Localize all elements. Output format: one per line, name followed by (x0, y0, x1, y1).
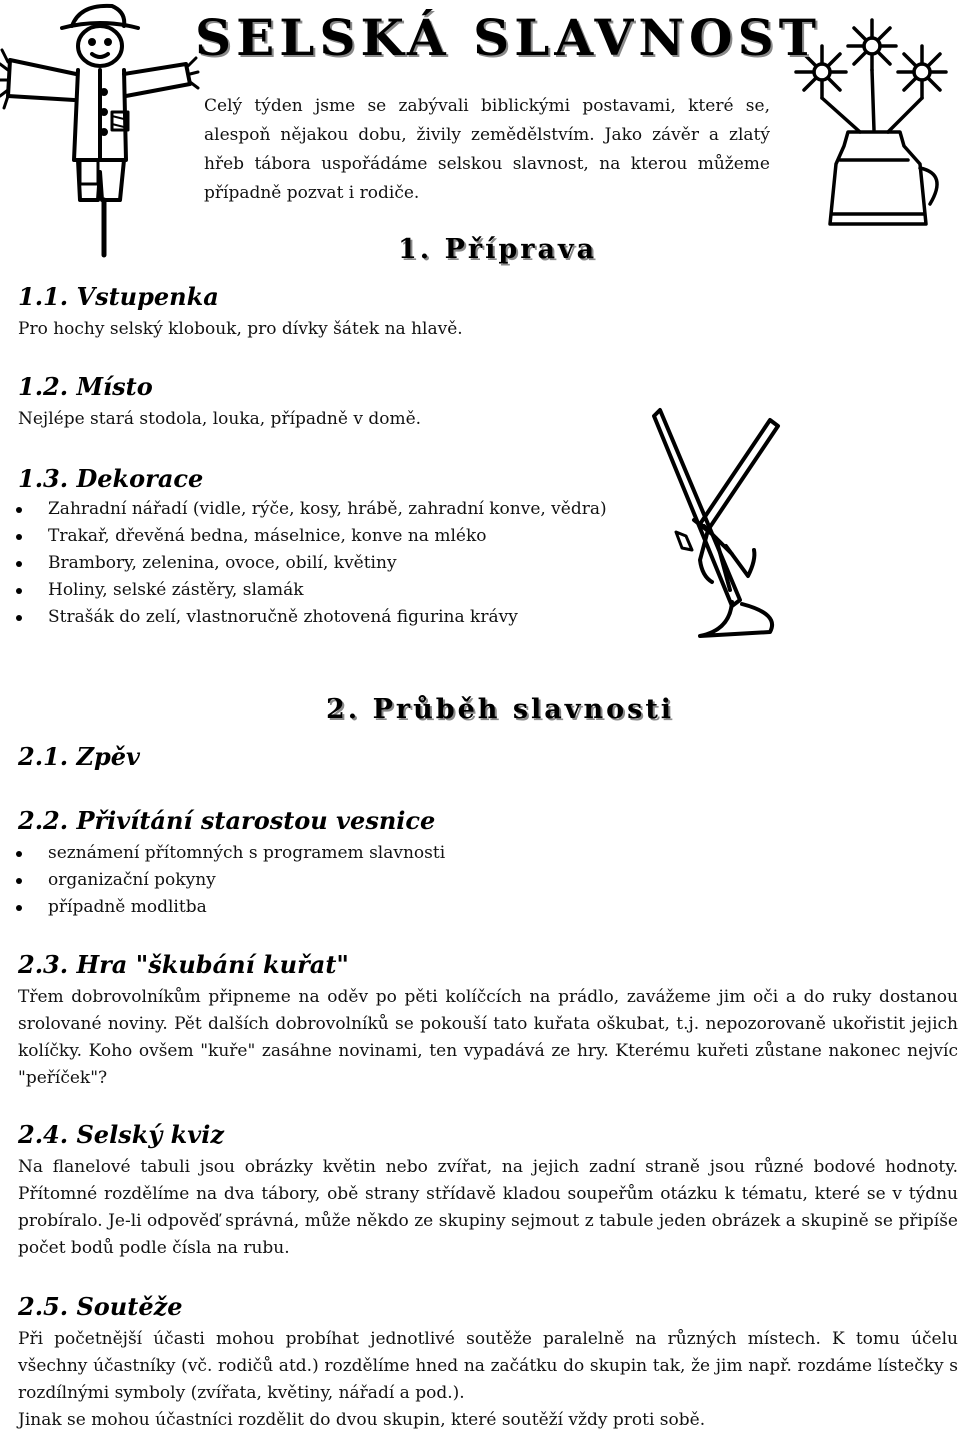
section-heading-prubeh: 2. Průběh slavnosti (326, 694, 675, 725)
page-title: SELSKÁ SLAVNOST (195, 8, 821, 67)
list-item: Trakař, dřevěná bedna, máselnice, konve na mléko (0, 523, 660, 550)
misto-text: Nejlépe stará stodola, louka, případně v domě. (18, 409, 422, 429)
scarecrow-illustration (0, 0, 200, 265)
subheading-hra: 2.3. Hra "škubání kuřat" (18, 950, 349, 979)
privitani-list (0, 840, 700, 921)
subheading-privitani: 2.2. Přivítání starostou vesnice (18, 806, 436, 835)
list-item: Zahradní nářadí (vidle, rýče, kosy, hrábě, zahradní konve, vědra) (0, 496, 660, 523)
list-item: Brambory, zelenina, ovoce, obilí, květiny (0, 550, 660, 577)
subheading-dekorace: 1.3. Dekorace (18, 464, 204, 493)
subheading-kviz: 2.4. Selský kviz (18, 1120, 224, 1149)
souteze-text-2: Jinak se mohou účastníci rozdělit do dvou skupin, které soutěží vždy proti sobě. (18, 1410, 706, 1430)
list-item: případně modlitba (0, 894, 700, 921)
dekorace-list (0, 496, 660, 631)
subheading-misto: 1.2. Místo (18, 372, 153, 401)
intro-paragraph: Celý týden jsme se zabývali biblickými postavami, které se, alespoň nějakou dobu, živily zemědělstvím. Jako závěr a zlatý hřeb tábora uspořádáme selskou slavnost, na kterou můžeme případně pozvat i rodiče. (204, 96, 770, 203)
list-item: Holiny, selské zástěry, slamák (0, 577, 660, 604)
subheading-souteze: 2.5. Soutěže (18, 1292, 183, 1321)
list-item: Strašák do zelí, vlastnoručně zhotovená figurina krávy (0, 604, 660, 631)
subheading-vstupenka: 1.1. Vstupenka (18, 282, 219, 311)
vstupenka-text: Pro hochy selský klobouk, pro dívky šátek na hlavě. (18, 319, 463, 339)
section-heading-priprava: 1. Příprava (398, 234, 598, 265)
list-item: organizační pokyny (0, 867, 700, 894)
kviz-text: Na flanelové tabuli jsou obrázky květin nebo zvířat, na jejich zadní straně jsou různé bodové hodnoty. Přítomné rozdělíme na dva tábory, obě strany střídavě kladou soupeřům otázku k tématu, které se v týdnu probíralo. Je-li odpověď správná, může někdo ze skupiny sejmout z tabule jeden obrázek a skupině se připíše počet bodů podle čísla na rubu. (18, 1157, 958, 1258)
souteze-text-1: Při početnější účasti mohou probíhat jednotlivé soutěže paralelně na různých místech. K tomu účelu všechny účastníky (vč. rodičů atd.) rozdělíme hned na začátku do skupin tak, že jim např. rozdáme lístečky s rozdílnými symboly (zvířata, květiny, nářadí a pod.). (18, 1329, 958, 1403)
hra-text: Třem dobrovolníkům připneme na oděv po pěti kolíčcích na prádlo, zavážeme jim oči a do ruky dostanou srolované noviny. Pět dalších dobrovolníků se pokouší tato kuřata oškubat, t.j. nepozorovaně ukořistit jejich kolíčky. Koho ovšem "kuře" zasáhne novinami, ten vypadává ze hry. Kterému kuřeti zůstane nakonec nejvíc "peříček"? (18, 987, 958, 1088)
list-item: seznámení přítomných s programem slavnosti (0, 840, 700, 867)
subheading-zpev: 2.1. Zpěv (18, 742, 140, 771)
